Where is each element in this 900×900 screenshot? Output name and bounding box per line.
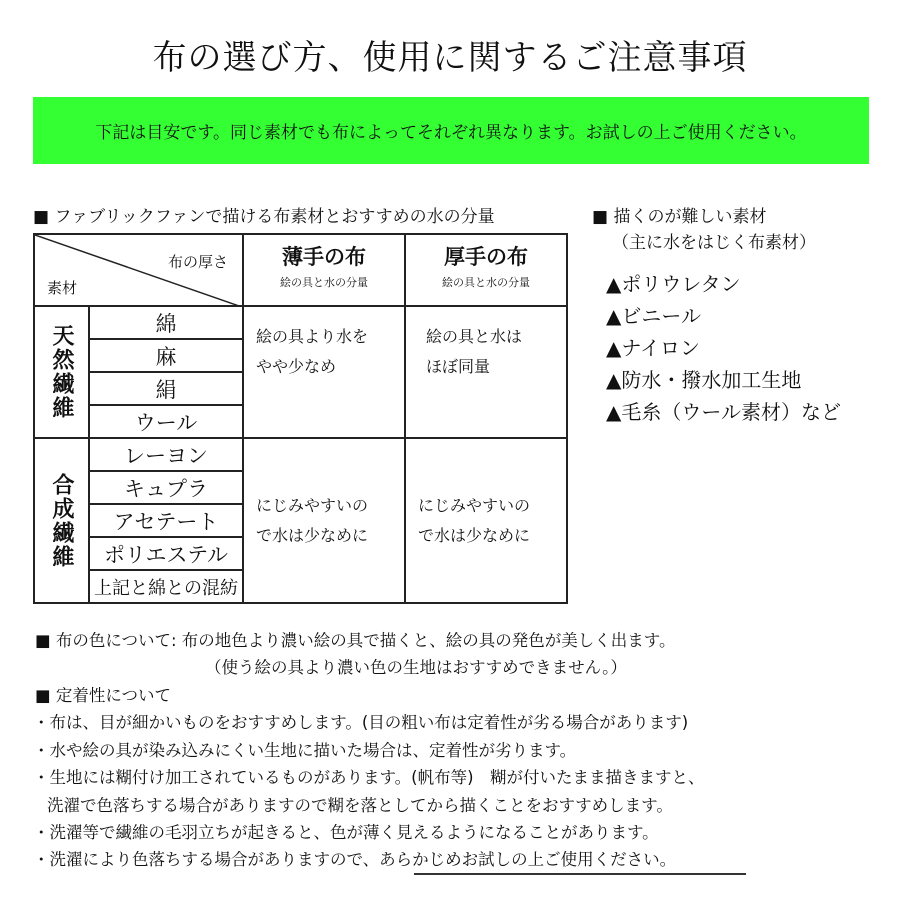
list-item: ▲毛糸（ウール素材）など <box>606 400 841 424</box>
note-line: ・生地には糊付け加工されているものがあります。(帆布等) 糊が付いたまま描きますと、 <box>33 768 705 787</box>
material: 麻 <box>89 339 243 372</box>
underline-divider <box>414 873 746 875</box>
list-item: ▲ポリウレタン <box>606 272 741 296</box>
difficult-list <box>606 268 841 428</box>
value-line: で水は少なめに <box>256 525 369 545</box>
group-synthetic: 合成繊維 <box>34 438 89 603</box>
note-line: ・洗濯により色落ちする場合がありますので、あらかじめお試しの上ご使用ください。 <box>33 850 677 869</box>
material: ポリエステル <box>89 537 243 570</box>
material: キュプラ <box>89 471 243 504</box>
material: レーヨン <box>89 438 243 471</box>
value-line: 絵の具より水を <box>256 327 369 346</box>
difficult-heading: ■ 描くのが難しい素材 <box>592 207 767 227</box>
column-title: 薄手の布 <box>282 245 366 269</box>
value-line: で水は少なめに <box>418 525 531 545</box>
fabric-table <box>33 233 568 604</box>
corner-cell <box>34 234 243 306</box>
corner-top-label: 布の厚さ <box>167 253 228 271</box>
value-line: にじみやすいの <box>418 495 531 515</box>
corner-bottom-label: 素材 <box>47 279 78 297</box>
list-item: ▲防水・撥水加工生地 <box>606 368 802 392</box>
value-line: 絵の具と水は <box>426 327 523 346</box>
thin-value <box>243 306 405 438</box>
note-line: ■ 定着性について <box>35 686 172 705</box>
table-heading: ■ ファブリックファンで描ける布素材とおすすめの水の分量 <box>33 207 495 227</box>
notice-banner: 下記は目安です。同じ素材でも布によってそれぞれ異なります。お試しの上ご使用ください。 <box>33 97 869 164</box>
material: ウール <box>89 405 243 438</box>
note-line: 洗濯で色落ちする場合がありますので糊を落としてから描くことをおすすめします。 <box>47 796 673 815</box>
note-line: （使う絵の具より濃い色の生地はおすすめできません。） <box>205 658 627 677</box>
list-item: ▲ナイロン <box>606 336 700 360</box>
column-sub: 絵の具と水の分量 <box>442 276 530 289</box>
column-sub: 絵の具と水の分量 <box>280 276 368 289</box>
column-title: 厚手の布 <box>444 245 528 269</box>
value-line: にじみやすいの <box>256 495 369 515</box>
column-thick <box>405 234 567 306</box>
list-item: ▲ビニール <box>606 304 701 328</box>
note-line: ・布は、目が細かいものをおすすめします。(目の粗い布は定着性が劣る場合があります) <box>33 713 689 732</box>
material: 上記と綿との混紡 <box>89 570 243 603</box>
note-line: ・水や絵の具が染み込みにくい生地に描いた場合は、定着性が劣ります。 <box>33 741 577 760</box>
material: アセテート <box>89 504 243 537</box>
thin-value <box>243 438 405 603</box>
group-natural: 天然繊維 <box>34 306 89 438</box>
material: 綿 <box>89 306 243 339</box>
page-title: 布の選び方、使用に関するご注意事項 <box>152 38 748 78</box>
note-line: ■ 布の色について: 布の地色より濃い絵の具で描くと、絵の具の発色が美しく出ます。 <box>35 631 676 650</box>
value-line: やや少なめ <box>256 357 337 376</box>
thick-value <box>405 306 567 438</box>
material: 絹 <box>89 372 243 405</box>
thick-value <box>405 438 567 603</box>
note-line: ・洗濯等で繊維の毛羽立ちが起きると、色が薄く見えるようになることがあります。 <box>33 823 659 842</box>
value-line: ほぼ同量 <box>426 357 491 376</box>
difficult-sub: （主に水をはじく布素材） <box>612 233 816 253</box>
column-thin <box>243 234 405 306</box>
